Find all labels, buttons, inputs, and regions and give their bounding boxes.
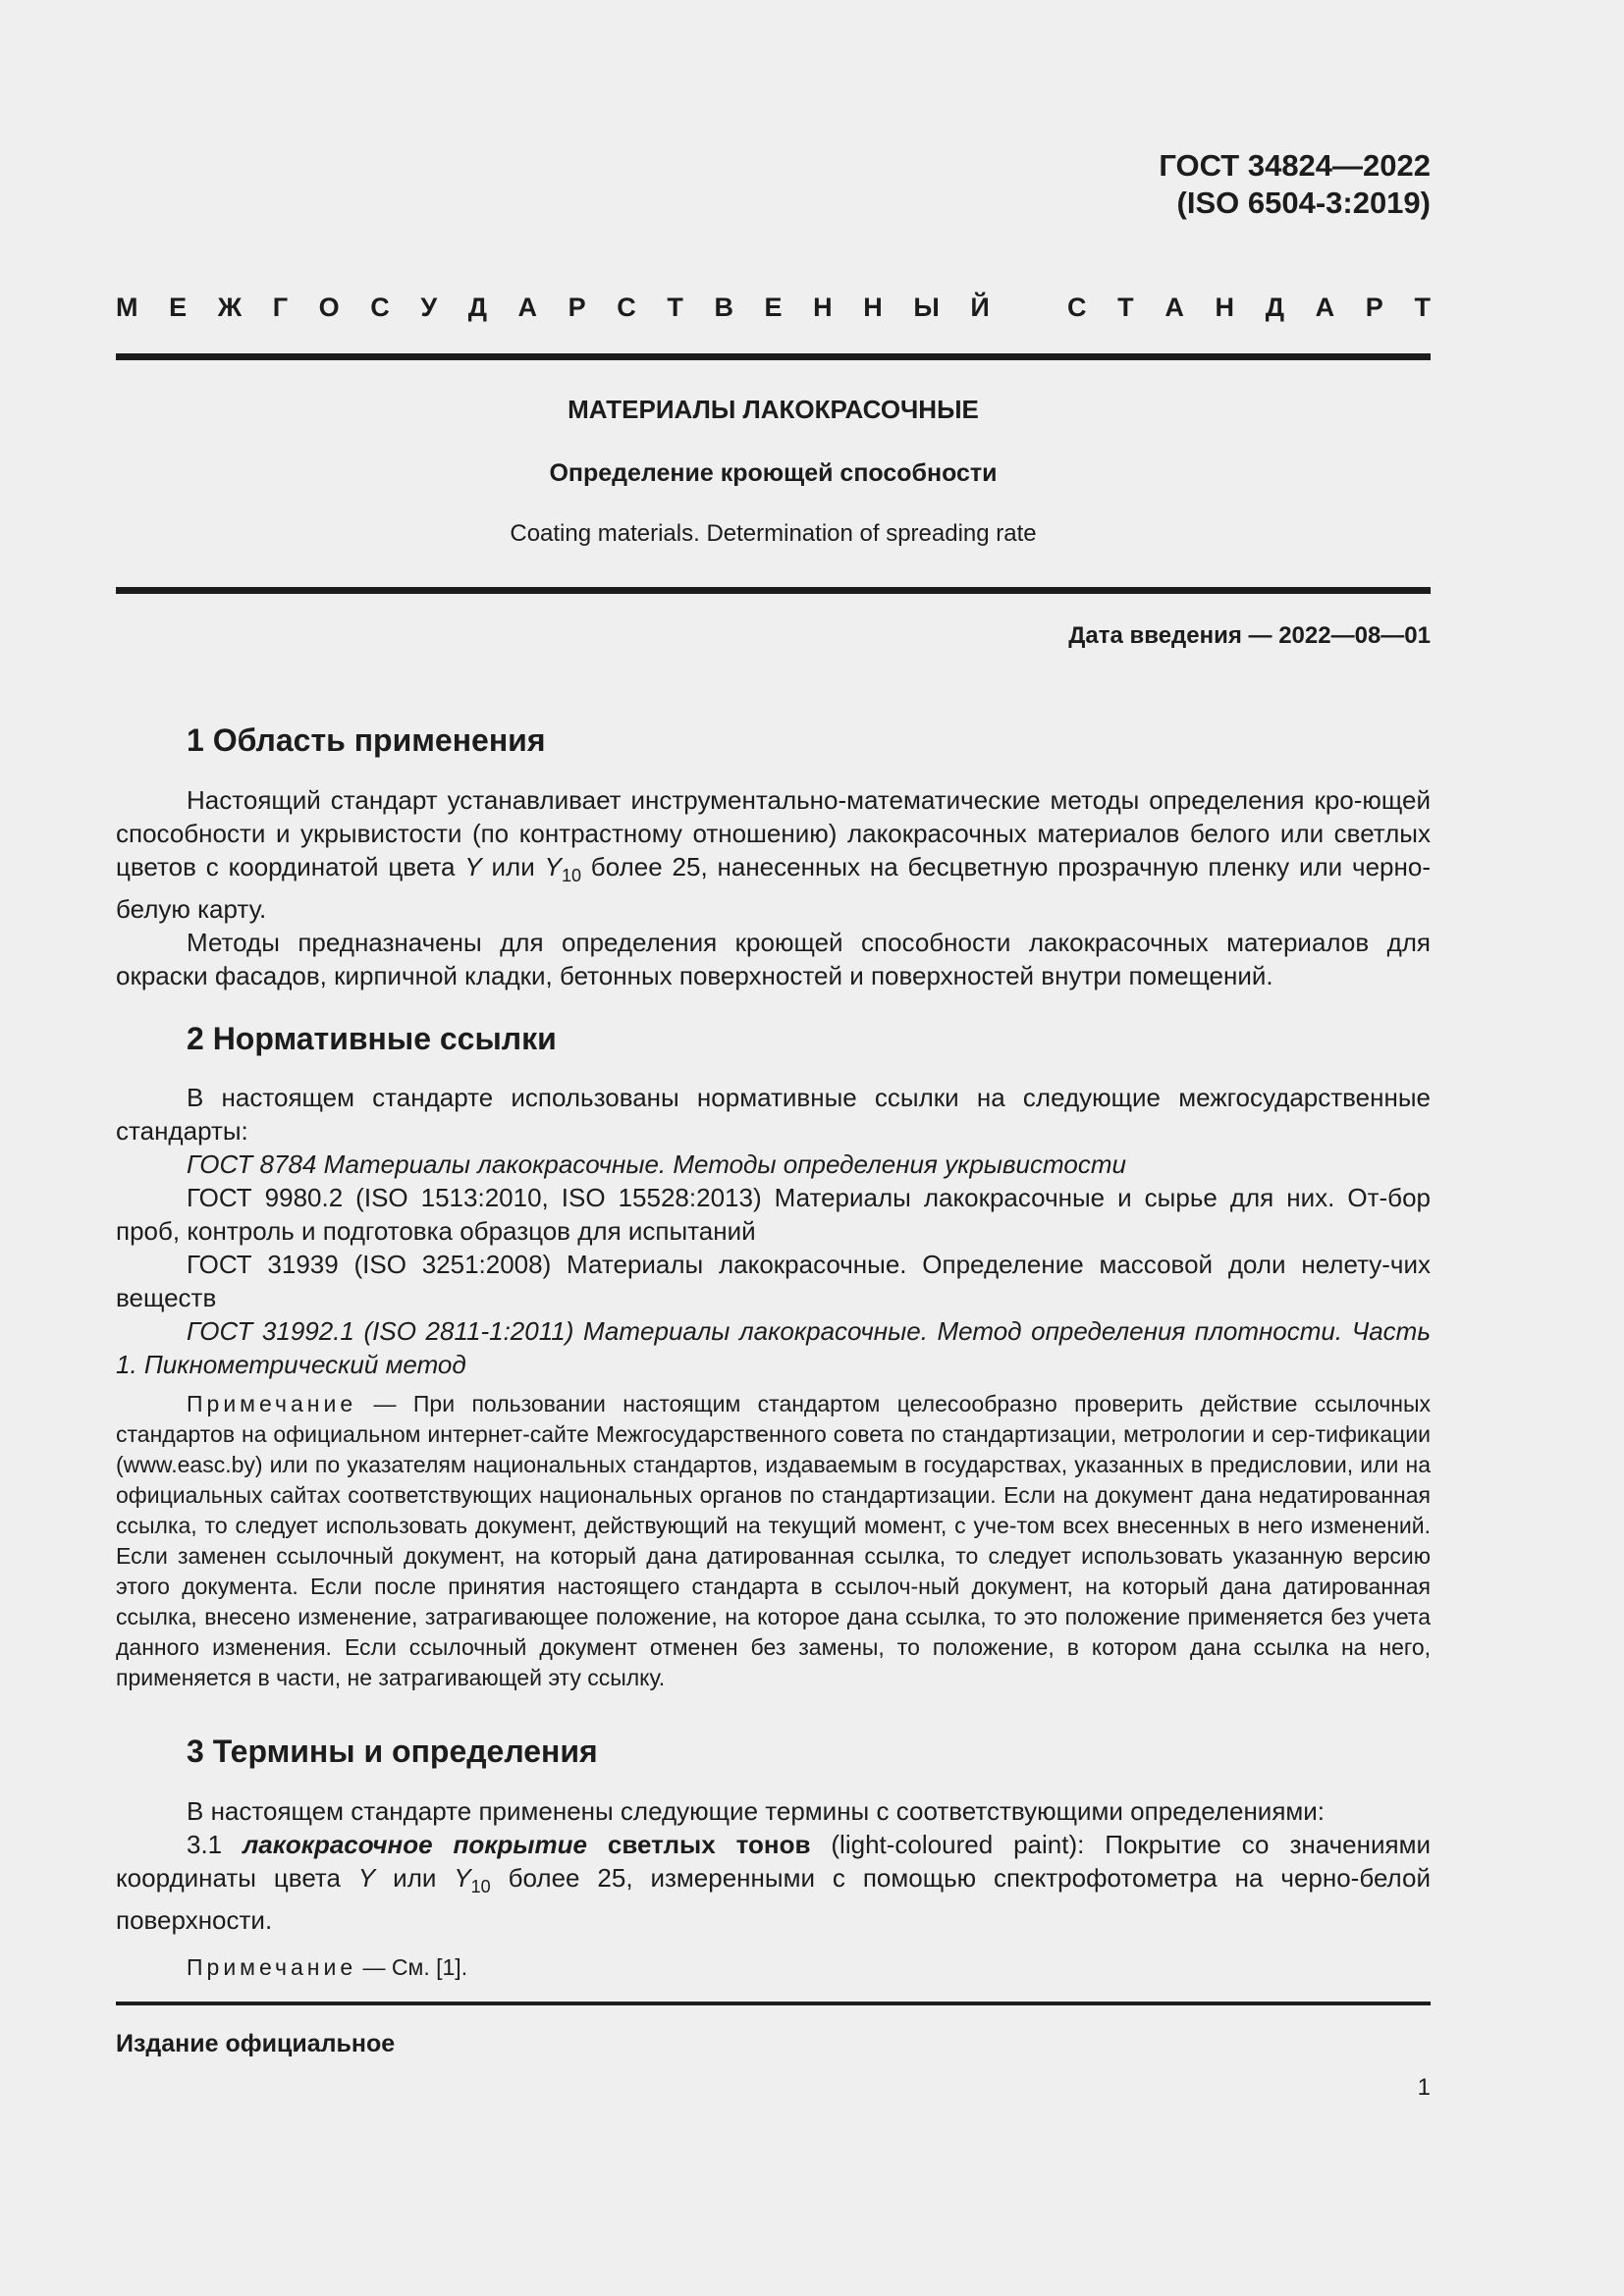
banner-letter: Т — [1117, 293, 1134, 322]
section3-heading: 3 Термины и определения — [187, 1734, 598, 1769]
s1p1-y: Y — [464, 852, 482, 881]
footer-rule — [116, 2002, 1431, 2005]
term-or: или — [375, 1863, 455, 1893]
intro-date: Дата введения — 2022—08—01 — [1068, 622, 1431, 649]
section3-body — [116, 1794, 1431, 1983]
reference-1: ГОСТ 8784 Материалы лакокрасочные. Методы определения укрывистости — [187, 1149, 1126, 1179]
section2-note-label: Примечание — [187, 1391, 357, 1416]
title-english: Coating materials. Determination of spreading rate — [510, 520, 1037, 547]
s1p1-text-a: Настоящий стандарт устанавливает инструментально-математические методы определения кро-ющей способности и укрывистости (по контрастному отношению) лакокрасочных материалов белого или светлых цветов с координатой цвета — [116, 785, 1431, 881]
title-sub: Определение кроющей способности — [549, 459, 998, 487]
banner-letter: В — [714, 293, 733, 322]
banner-letter: С — [617, 293, 636, 322]
banner-letter: Р — [568, 293, 586, 322]
banner-letter: М — [116, 293, 138, 322]
section1-body — [116, 783, 1431, 992]
s1p1-y10: Y — [544, 852, 562, 881]
section1-paragraph2: Методы предназначены для определения кроющей способности лакокрасочных материалов для окраски фасадов, кирпичной кладки, бетонных поверхностей и поверхностей внутри помещений. — [116, 928, 1431, 991]
banner-letter: Ы — [913, 293, 940, 322]
banner-letter: А — [1315, 293, 1335, 322]
banner-letter: Е — [169, 293, 188, 322]
s1p1-sub: 10 — [561, 866, 581, 886]
banner-letter: Р — [1365, 293, 1383, 322]
banner-letter: С — [370, 293, 390, 322]
standard-code — [841, 147, 1431, 222]
banner-letter: Е — [764, 293, 783, 322]
standard-code-line1: ГОСТ 34824—2022 — [1159, 148, 1431, 183]
section1-heading: 1 Область применения — [187, 722, 546, 758]
reference-4: ГОСТ 31992.1 (ISO 2811-1:2011) Материалы лакокрасочные. Метод определения плотности. Часть 1. Пикнометрический метод — [116, 1316, 1431, 1379]
term-bold: светлых тонов — [586, 1830, 811, 1859]
banner-letter: Д — [467, 293, 487, 322]
section3-note — [116, 1952, 1431, 1983]
section2-intro: В настоящем стандарте использованы нормативные ссылки на следующие межгосударственные стандарты: — [116, 1083, 1431, 1146]
banner-letter: У — [420, 293, 438, 322]
term-y10: Y — [454, 1863, 471, 1893]
section3-intro: В настоящем стандарте применены следующие термины с соответствующими определениями: — [187, 1796, 1326, 1826]
section1-paragraph1 — [116, 783, 1431, 926]
banner-left — [116, 293, 990, 323]
term-sub: 10 — [470, 1877, 491, 1897]
banner-letter: Н — [813, 293, 833, 322]
banner-letter: С — [1067, 293, 1087, 322]
banner-letter: Г — [272, 293, 289, 322]
title-rule — [116, 587, 1431, 594]
banner-letter: Н — [863, 293, 883, 322]
standard-banner — [116, 293, 1431, 323]
banner-letter: Й — [970, 293, 990, 322]
banner-letter: Д — [1265, 293, 1284, 322]
section2-heading: 2 Нормативные ссылки — [187, 1021, 557, 1056]
banner-letter: Т — [667, 293, 683, 322]
term-3-1 — [116, 1828, 1431, 1937]
section2-note — [116, 1389, 1431, 1693]
banner-letter: А — [517, 293, 538, 322]
edition-label: Издание официальное — [116, 2030, 396, 2057]
banner-right — [1067, 293, 1431, 323]
banner-letter: Т — [1414, 293, 1431, 322]
banner-letter: Н — [1215, 293, 1235, 322]
section3-note-text: — См. [1]. — [356, 1954, 468, 1981]
section2-note-text: — При пользовании настоящим стандартом целесообразно проверить действие ссылочных стандартов на официальном интернет-сайте Межгосударственного совета по стандартизации, метрологии и сер-тификации (www.easc.by) или по указателям национальных стандартов, издаваемым в государствах, указанных в предисловии, или на официальных сайтах соответствующих национальных органов по стандартизации. Если на документ дана недатированная ссылка, то следует использовать документ, действующий на текущий момент, с уче-том всех внесенных в него изменений. Если заменен ссылочный документ, на который дана датированная ссылка, то следует использовать указанную версию этого документа. Если после принятия настоящего стандарта в ссылоч-ный документ, на который дана датированная ссылка, внесено изменение, затрагивающее положение, на которое дана ссылка, то это положение применяется без учета данного изменения. Если ссылочный документ отменен без замены, то положение, в котором дана ссылка на него, применяется в части, не затрагивающей эту ссылку. — [116, 1391, 1431, 1690]
term-italic: лакокрасочное покрытие — [243, 1830, 587, 1859]
term-y: Y — [357, 1863, 376, 1893]
term-rest: более 25, измеренными с помощью спектрофотометра на черно-белой поверхности. — [116, 1863, 1431, 1936]
title-main: МАТЕРИАЛЫ ЛАКОКРАСОЧНЫЕ — [568, 395, 979, 424]
banner-letter: А — [1164, 293, 1184, 322]
banner-letter: Ж — [217, 293, 243, 322]
term-english: (light-coloured paint): Покрытие со значениями координаты цвета — [116, 1830, 1431, 1893]
top-rule — [116, 353, 1431, 360]
section2-body — [116, 1081, 1431, 1693]
standard-code-line2: (ISO 6504-3:2019) — [1176, 186, 1431, 220]
term-number: 3.1 — [187, 1830, 244, 1859]
reference-3: ГОСТ 31939 (ISO 3251:2008) Материалы лакокрасочные. Определение массовой доли нелету-чих веществ — [116, 1250, 1431, 1312]
reference-2: ГОСТ 9980.2 (ISO 1513:2010, ISO 15528:2013) Материалы лакокрасочные и сырье для них. От-бор проб, контроль и подготовка образцов для испытаний — [116, 1183, 1431, 1246]
page-number: 1 — [1417, 2074, 1431, 2101]
section3-note-label: Примечание — [187, 1954, 357, 1981]
banner-letter: О — [318, 293, 340, 322]
s1p1-or: или — [481, 852, 545, 881]
s1p1-text-b: более 25, нанесенных на бесцветную прозрачную пленку или черно-белую карту. — [116, 852, 1431, 925]
